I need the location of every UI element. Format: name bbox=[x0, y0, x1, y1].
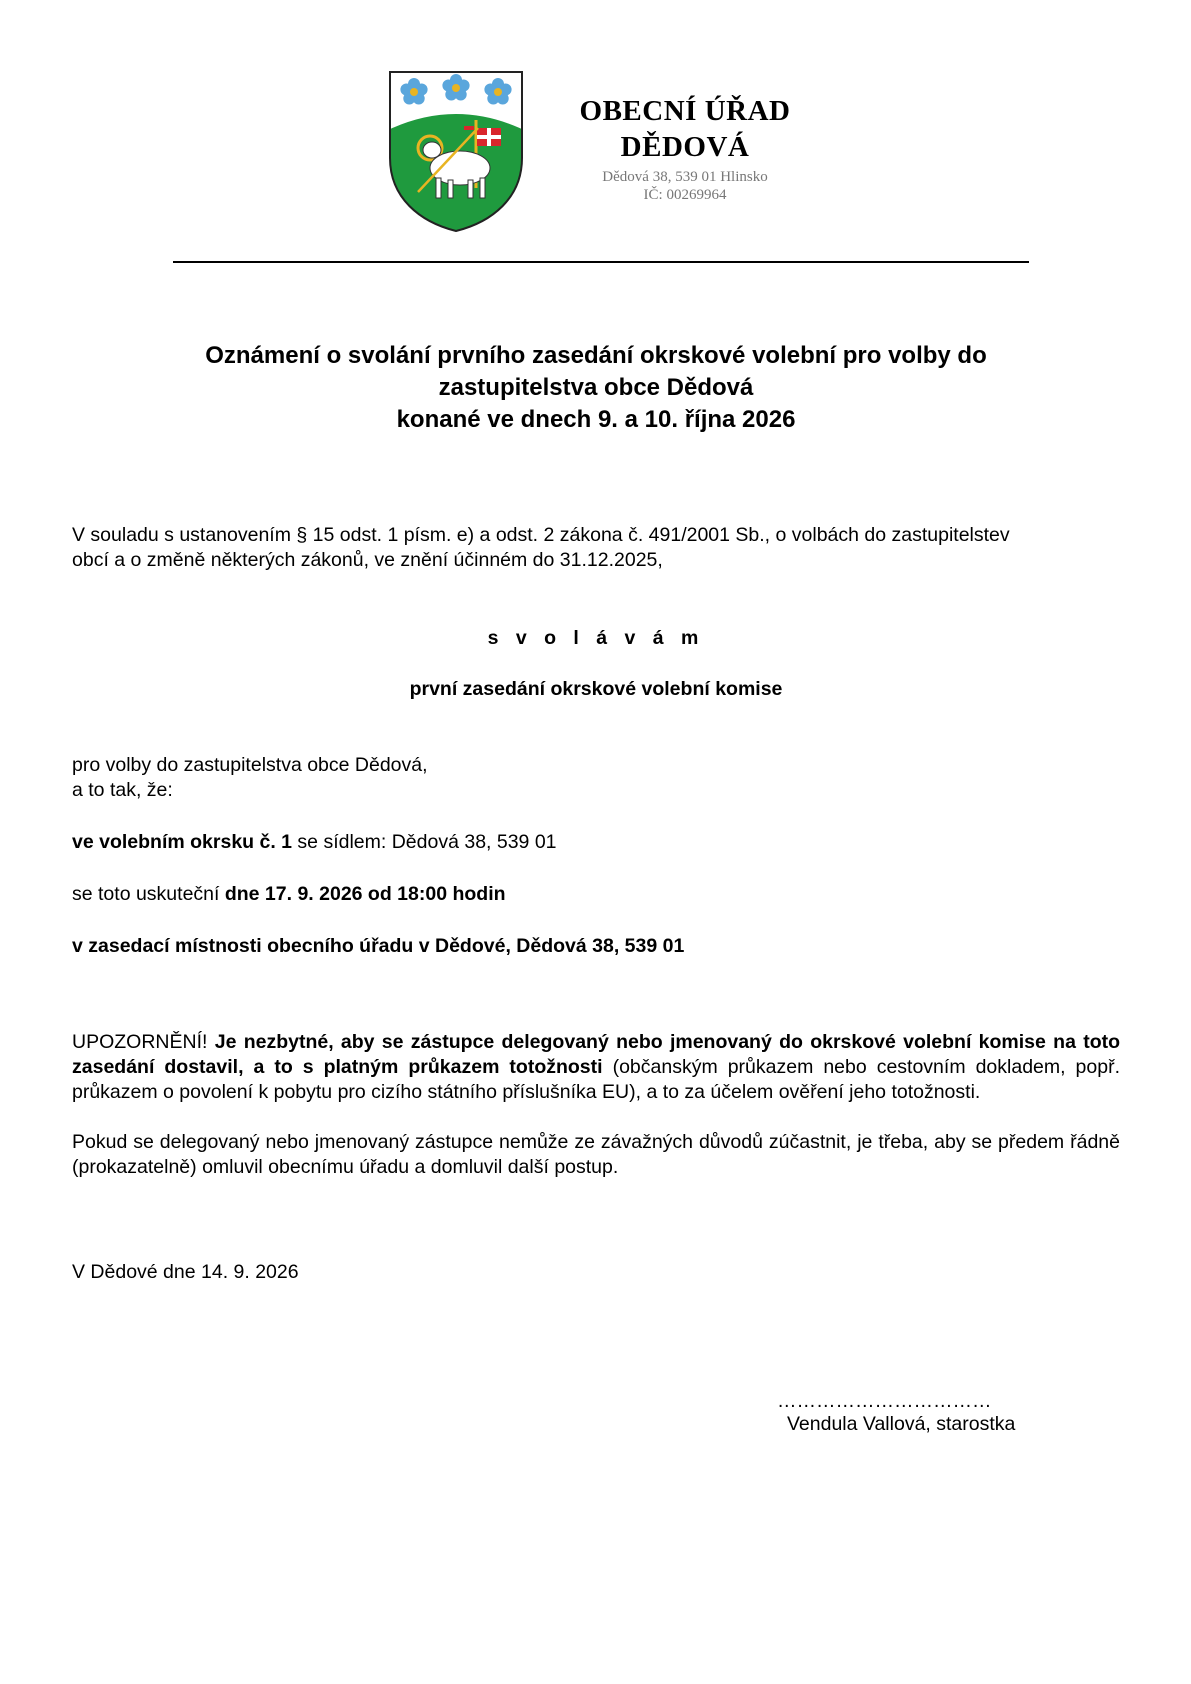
district-rest: se sídlem: Dědová 38, 539 01 bbox=[292, 831, 557, 853]
when-line bbox=[72, 882, 1120, 907]
document-title-line2: zastupitelstva obce Dědová bbox=[438, 374, 754, 401]
signature-name: Vendula Vallová, starostka bbox=[787, 1413, 1016, 1435]
meeting-heading: první zasedání okrskové volební komise bbox=[409, 678, 783, 700]
signature-dots: …………………………… bbox=[777, 1390, 992, 1412]
when-prefix: se toto uskuteční bbox=[72, 883, 225, 905]
header-divider bbox=[173, 261, 1029, 263]
office-ic: IČ: 00269964 bbox=[643, 187, 727, 203]
document-title-line1: Oznámení o svolání prvního zasedání okrskové volební pro volby do bbox=[205, 342, 987, 369]
for-elections-line2: a to tak, že: bbox=[72, 779, 173, 801]
warning-label: UPOZORNĚNÍ! bbox=[72, 1031, 215, 1053]
document-title-line3: konané ve dnech 9. a 10. října 2026 bbox=[396, 406, 796, 433]
intro-line1: V souladu s ustanovením § 15 odst. 1 písm. e) a odst. 2 zákona č. 491/2001 Sb., o volbách do zastupitelstev bbox=[72, 524, 1010, 546]
date-place: V Dědové dne 14. 9. 2026 bbox=[72, 1261, 299, 1283]
coat-of-arms-logo bbox=[388, 70, 524, 233]
warning-second-paragraph: Pokud se delegovaný nebo jmenovaný zástupce nemůže ze závažných důvodů zúčastnit, je třeba, aby se předem řádně (prokazatelně) omluvil obecnímu úřadu a domluvil další postup. bbox=[72, 1131, 1120, 1178]
where-bold: v zasedací místnosti obecního úřadu v Dědové, Dědová 38, 539 01 bbox=[72, 935, 685, 957]
office-address: Dědová 38, 539 01 Hlinsko bbox=[602, 169, 768, 185]
intro-line2: obcí a o změně některých zákonů, ve znění účinném do 31.12.2025, bbox=[72, 549, 663, 571]
office-name-line1: OBECNÍ ÚŘAD bbox=[579, 95, 791, 127]
where-line bbox=[72, 934, 1120, 959]
for-elections-line1: pro volby do zastupitelstva obce Dědová, bbox=[72, 754, 428, 776]
warning-paragraph bbox=[72, 1030, 1120, 1105]
district-line bbox=[72, 830, 1120, 855]
office-name-line2: DĚDOVÁ bbox=[620, 131, 750, 163]
warning-bold: Je nezbytné, aby se zástupce delegovaný nebo jmenovaný do okrskové volební komise na toto zasedání dostavil, a to s platným průkazem totožnosti bbox=[72, 1031, 1121, 1078]
when-bold: dne 17. 9. 2026 od 18:00 hodin bbox=[224, 883, 506, 905]
convene-heading: s v o l á v á m bbox=[487, 627, 705, 649]
warning-rest: (občanským průkazem nebo cestovním dokladem, popř. průkazem o povolení k pobytu pro cizího státního příslušníka EU), a to za účelem ověření jeho totožnosti. bbox=[72, 1056, 1120, 1103]
district-bold: ve volebním okrsku č. 1 bbox=[72, 831, 293, 853]
